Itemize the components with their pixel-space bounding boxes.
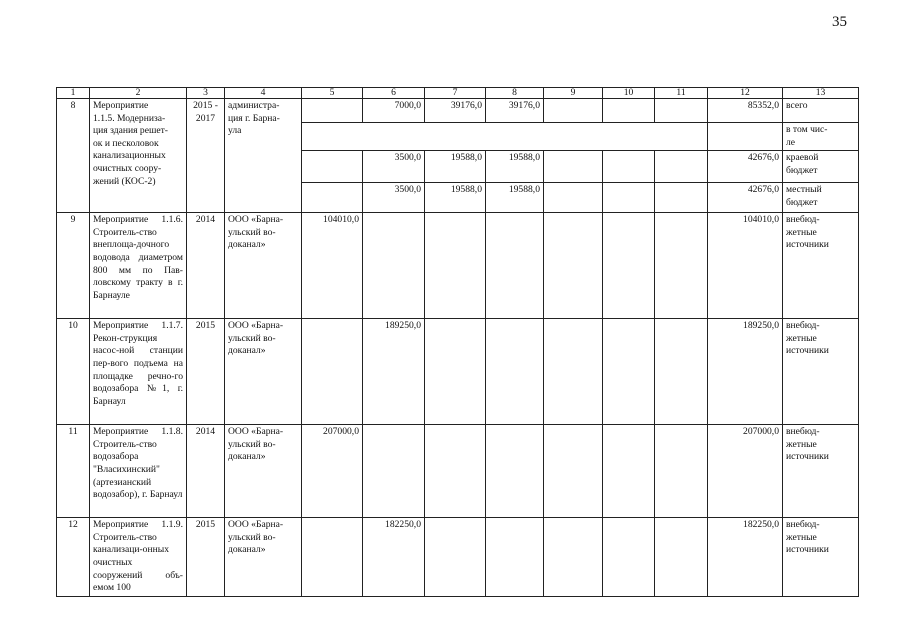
- cell-col9: [544, 183, 603, 213]
- implementation-years: 2015 - 2017: [187, 99, 225, 213]
- col-header-3: 3: [187, 88, 225, 99]
- cell-col11: [655, 183, 708, 213]
- funding-source: всего: [783, 99, 859, 123]
- cell-col6: 182250,0: [363, 518, 425, 597]
- cell-col8: [486, 213, 544, 319]
- cell-col12: 42676,0: [708, 151, 783, 183]
- cell-col9: [544, 425, 603, 518]
- row-number: 10: [57, 319, 90, 425]
- funding-source: краевой бюджет: [783, 151, 859, 183]
- col-header-2: 2: [90, 88, 187, 99]
- row-number: 9: [57, 213, 90, 319]
- cell-col9: [544, 319, 603, 425]
- cell-col7: [425, 425, 486, 518]
- executor: ООО «Барна- ульский во- доканал»: [225, 425, 302, 518]
- cell-col10: [603, 518, 655, 597]
- cell-col7: 19588,0: [425, 183, 486, 213]
- cell-col5: [302, 99, 363, 123]
- funding-source: в том чис- ле: [783, 123, 859, 151]
- cell-col12: 207000,0: [708, 425, 783, 518]
- table-row: [57, 99, 859, 123]
- col-header-8: 8: [486, 88, 544, 99]
- cell-col7: 39176,0: [425, 99, 486, 123]
- col-header-11: 11: [655, 88, 708, 99]
- cell-col8: 39176,0: [486, 99, 544, 123]
- col-header-10: 10: [603, 88, 655, 99]
- cell-col10: [603, 151, 655, 183]
- cell-col9: [544, 99, 603, 123]
- program-measures-table: [56, 87, 859, 597]
- cell-col12: 189250,0: [708, 319, 783, 425]
- measure-description: Мероприятие 1.1.5. Модерниза- ция здания решет- ок и песколовок канализационных очистных соору- жений (КОС-2): [90, 99, 187, 213]
- cell-col12: [708, 123, 783, 151]
- funding-source: внебюд- жетные источники: [783, 518, 859, 597]
- executor: ООО «Барна- ульский во- доканал»: [225, 213, 302, 319]
- funding-source: внебюд- жетные источники: [783, 319, 859, 425]
- col-header-5: 5: [302, 88, 363, 99]
- page-number: 35: [832, 14, 847, 30]
- cell-col11: [655, 425, 708, 518]
- cell-col12: 104010,0: [708, 213, 783, 319]
- funding-source: внебюд- жетные источники: [783, 425, 859, 518]
- cell-col6: 3500,0: [363, 183, 425, 213]
- cell-col9: [544, 213, 603, 319]
- cell-col9: [544, 151, 603, 183]
- cell-col6: 7000,0: [363, 99, 425, 123]
- cell-col7: 19588,0: [425, 151, 486, 183]
- implementation-years: 2015: [187, 319, 225, 425]
- cell-col10: [603, 213, 655, 319]
- col-header-9: 9: [544, 88, 603, 99]
- cell-col9: [544, 518, 603, 597]
- cell-col6: [363, 213, 425, 319]
- row-number: 12: [57, 518, 90, 597]
- column-number-row: [57, 88, 859, 99]
- executor: администра- ция г. Барна- ула: [225, 99, 302, 213]
- cell-col11: [655, 213, 708, 319]
- cell-col8: 19588,0: [486, 151, 544, 183]
- cell-col6: 189250,0: [363, 319, 425, 425]
- funding-source: местный бюджет: [783, 183, 859, 213]
- cell-col8: 19588,0: [486, 183, 544, 213]
- cell-col6: 3500,0: [363, 151, 425, 183]
- cell-col7: [425, 518, 486, 597]
- cell-col10: [603, 99, 655, 123]
- cell-col8: [486, 518, 544, 597]
- funding-source: внебюд- жетные источники: [783, 213, 859, 319]
- executor: ООО «Барна- ульский во- доканал»: [225, 518, 302, 597]
- table-row: [57, 518, 859, 597]
- cell-col5: [302, 319, 363, 425]
- col-header-4: 4: [225, 88, 302, 99]
- cell-col5: 207000,0: [302, 425, 363, 518]
- cell-col12: 182250,0: [708, 518, 783, 597]
- cell-col11: [655, 518, 708, 597]
- table-row: [57, 425, 859, 518]
- executor: ООО «Барна- ульский во- доканал»: [225, 319, 302, 425]
- row-number: 8: [57, 99, 90, 213]
- cell-col5: [302, 151, 363, 183]
- cell-col5: [302, 183, 363, 213]
- cell-col8: [486, 425, 544, 518]
- measure-description: Мероприятие 1.1.9. Строитель-ство канализаци-онных очистных сооружений объ-емом 100: [90, 518, 187, 597]
- measure-description: Мероприятие 1.1.7. Рекон-струкция насос-ной станции пер-вого подъема на площадке речно-го водозабора №1, г. Барнаул: [90, 319, 187, 425]
- row-number: 11: [57, 425, 90, 518]
- measure-description: Мероприятие 1.1.6. Строитель-ство внеплоща-дочного водовода диаметром 800 мм по Пав-ловскому тракту в г. Барнауле: [90, 213, 187, 319]
- col-header-12: 12: [708, 88, 783, 99]
- cell-col10: [603, 319, 655, 425]
- col-header-13: 13: [783, 88, 859, 99]
- col-header-7: 7: [425, 88, 486, 99]
- measure-description: Мероприятие 1.1.8. Строитель-ство водозабора "Власихинский" (артезианский водозабор), г. Барнаул: [90, 425, 187, 518]
- implementation-years: 2014: [187, 213, 225, 319]
- cell-col11: [655, 319, 708, 425]
- cell-col6: [363, 425, 425, 518]
- cell-col12: 85352,0: [708, 99, 783, 123]
- col-header-1: 1: [57, 88, 90, 99]
- cell-col7: [425, 319, 486, 425]
- cell-col5: [302, 518, 363, 597]
- cell-col8: [486, 319, 544, 425]
- cell-col10: [603, 425, 655, 518]
- table-row: [57, 213, 859, 319]
- implementation-years: 2014: [187, 425, 225, 518]
- cell-col7: [425, 213, 486, 319]
- cell-col11: [655, 99, 708, 123]
- cell-col12: 42676,0: [708, 183, 783, 213]
- cell-col5: 104010,0: [302, 213, 363, 319]
- cell-col11: [655, 151, 708, 183]
- col-header-6: 6: [363, 88, 425, 99]
- table-row: [57, 319, 859, 425]
- implementation-years: 2015: [187, 518, 225, 597]
- cell-col10: [603, 183, 655, 213]
- empty-span-cell: [302, 123, 708, 151]
